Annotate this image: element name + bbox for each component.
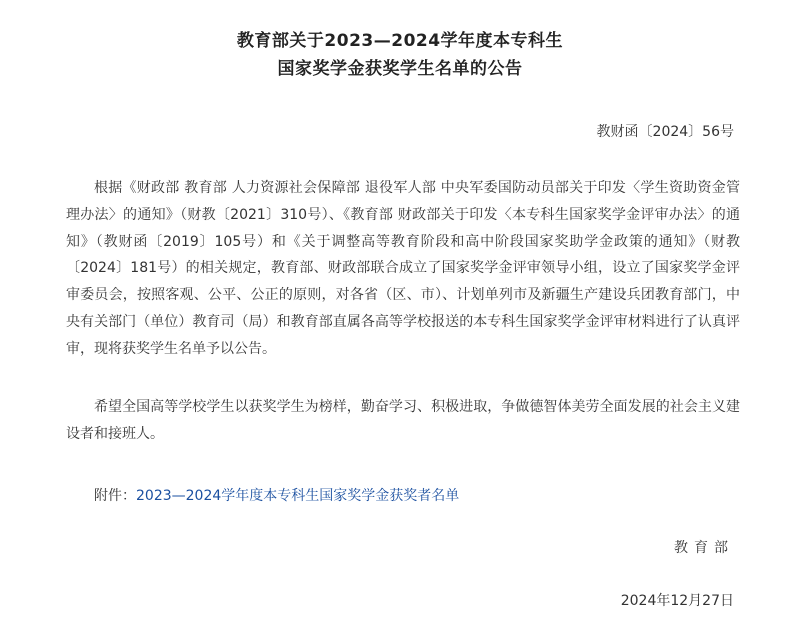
issue-date: 2024年12月27日 <box>620 593 734 609</box>
body-paragraph-1: 根据《财政部 教育部 人力资源社会保障部 退役军人部 中央军委国防动员部关于印发〈学生资助资金管理办法〉的通知》（财教〔2021〕310号）、《教育部 财政部关于印发〈本专科生国家奖学金评审办法〉的通知》（教财函〔2019〕105号）和《关于调整高等教育阶段和高中阶段国家奖助学金政策的通知》（财教〔2024〕181号）的相关规定，教育部、财政部联合成立了国家奖学金评审领导小组，设立了国家奖学金评审委员会，按照客观、公平、公正的原则，对各省（区、市）、计划单列市及新疆生产建设兵团教育部门，中央有关部门（单位）教育司（局）和教育部直属各高等学校报送的本专科生国家奖学金评审材料进行了认真评审，现将获奖学生名单予以公告。 <box>66 180 740 357</box>
attachment-label: 附件： <box>94 488 136 504</box>
document-number: 教财函〔2024〕56号 <box>596 124 734 140</box>
page-title-line-1: 教育部关于2023—2024学年度本专科生 <box>236 31 564 51</box>
body-paragraph-2: 希望全国高等学校学生以获奖学生为榜样，勤奋学习、积极进取，争做德智体美劳全面发展的社会主义建设者和接班人。 <box>66 399 740 442</box>
attachment-link[interactable]: 2023—2024学年度本专科生国家奖学金获奖者名单 <box>136 488 460 504</box>
page-title-line-2: 国家奖学金获奖学生名单的公告 <box>277 59 523 79</box>
attachment-line <box>66 485 740 505</box>
issuer-signature: 教育部 <box>674 540 734 556</box>
